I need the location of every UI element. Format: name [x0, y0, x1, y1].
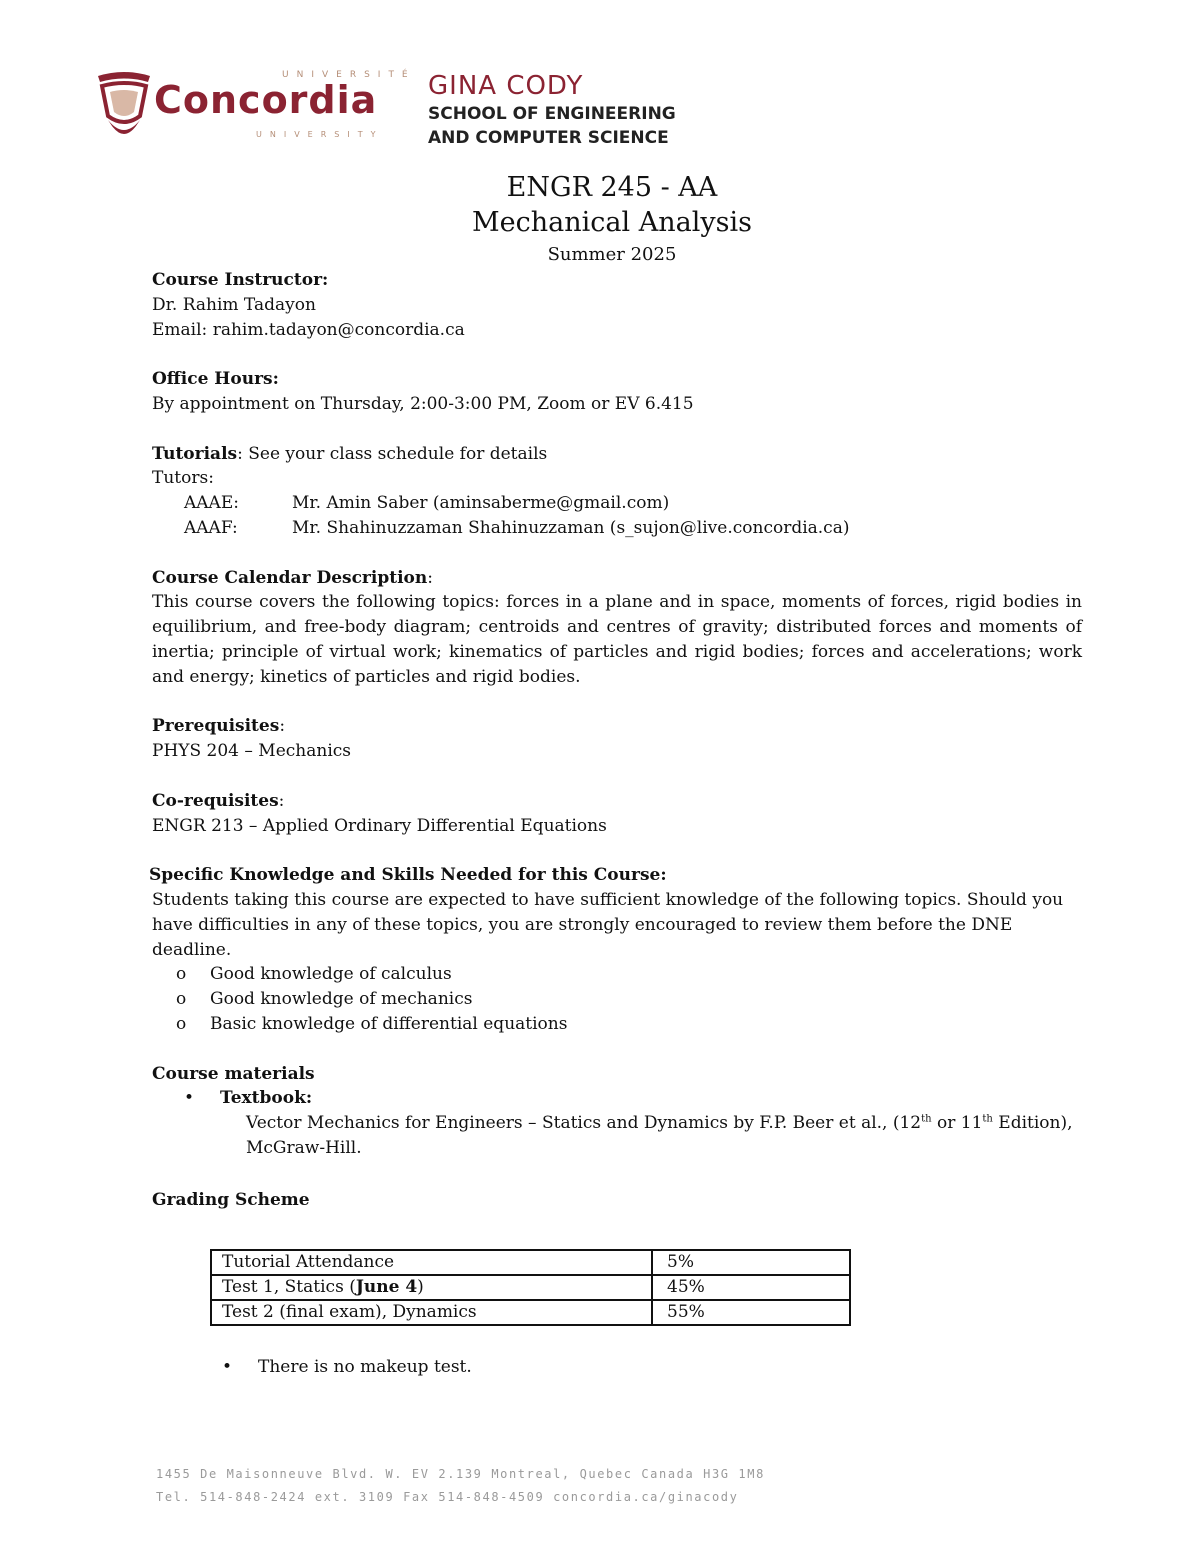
- table-row: [211, 1250, 850, 1275]
- textbook-label: Textbook:: [220, 1088, 313, 1109]
- logo-top-word: UNIVERSITÉ: [282, 70, 416, 80]
- textbook-sup: th: [982, 1113, 993, 1125]
- calendar-description: This course covers the following topics: forces in a plane and in space, moments of forces, rigid bodies in equilibrium, and free-body diagram; centroids and centres of gravity; distributed forces and moments of inertia; principle of virtual work; kinematics of particles and rigid bodies; forces and accelerations; work and energy; kinetics of particles and rigid bodies.: [152, 592, 1082, 687]
- grade-item-text: Test 2 (final exam), Dynamics: [222, 1302, 477, 1322]
- grade-item: [211, 1300, 652, 1325]
- prerequisites-colon: :: [279, 716, 286, 737]
- instructor-email-line: [152, 318, 1082, 343]
- logo-bottom-word: UNIVERSITY: [256, 130, 384, 139]
- course-term: Summer 2025: [547, 244, 677, 265]
- textbook-text: Vector Mechanics for Engineers – Statics and Dynamics by F.P. Beer et al., (12: [246, 1113, 922, 1134]
- concordia-logo: [96, 66, 416, 148]
- list-item-text: Basic knowledge of differential equations: [210, 1013, 568, 1034]
- skills-list: [152, 962, 1082, 1036]
- corequisites-heading-line: [152, 789, 1082, 814]
- list-marker: o: [176, 1013, 187, 1034]
- list-item-text: Good knowledge of mechanics: [210, 989, 473, 1010]
- grade-weight: 5%: [652, 1250, 850, 1275]
- grading-heading: Grading Scheme: [152, 1189, 310, 1210]
- table-row: [211, 1300, 850, 1325]
- prerequisites-heading: Prerequisites: [152, 716, 280, 737]
- tutor-section-code: AAAE:: [184, 493, 239, 514]
- instructor-email-link[interactable]: rahim.tadayon@concordia.ca: [212, 319, 465, 340]
- list-item: [152, 987, 1082, 1012]
- corequisites-text: ENGR 213 – Applied Ordinary Differential Equations: [152, 815, 607, 836]
- instructor-name: Dr. Rahim Tadayon: [152, 294, 316, 315]
- table-row: [211, 1275, 850, 1300]
- tutorials-heading: Tutorials: [152, 443, 238, 464]
- tutorials-text: : See your class schedule for details: [237, 443, 548, 464]
- calendar-heading-line: [152, 566, 1082, 591]
- footer-address: 1455 De Maisonneuve Blvd. W. EV 2.139 Montreal, Quebec Canada H3G 1M8: [156, 1467, 765, 1481]
- school-line2: SCHOOL OF ENGINEERING: [428, 104, 676, 124]
- calendar-colon: :: [427, 567, 433, 588]
- corequisites-colon: :: [278, 790, 285, 811]
- grade-item-text: Test 1, Statics (: [222, 1277, 356, 1297]
- grade-weight: 45%: [652, 1275, 850, 1300]
- textbook-publisher: McGraw-Hill.: [246, 1137, 362, 1158]
- grade-weight: 55%: [652, 1300, 850, 1325]
- prerequisites-heading-line: [152, 714, 1082, 739]
- course-name: Mechanical Analysis: [472, 207, 752, 238]
- office-hours-heading: Office Hours:: [152, 369, 279, 390]
- tutors-label: Tutors:: [152, 468, 214, 489]
- concordia-shield-icon: [96, 68, 152, 144]
- logo-brand-word: Concordia: [154, 78, 378, 122]
- grade-item: [211, 1250, 652, 1275]
- footer-contact: Tel. 514-848-2424 ext. 3109 Fax 514-848-4509 concordia.ca/ginacody: [156, 1490, 739, 1504]
- calendar-heading: Course Calendar Description: [152, 567, 428, 588]
- grade-item: [211, 1275, 652, 1300]
- textbook-item: [152, 1086, 1082, 1111]
- list-item: [152, 962, 1082, 987]
- makeup-note-text: There is no makeup test.: [258, 1357, 472, 1377]
- list-item-text: Good knowledge of calculus: [210, 964, 452, 985]
- school-line3: AND COMPUTER SCIENCE: [428, 128, 669, 148]
- grade-item-text: Tutorial Attendance: [222, 1252, 395, 1272]
- list-marker: o: [176, 964, 187, 985]
- makeup-note: [222, 1357, 472, 1377]
- tutor-name: Mr. Shahinuzzaman Shahinuzzaman (s_sujon@live.concordia.ca): [292, 517, 850, 538]
- list-item: [152, 1012, 1082, 1037]
- tutor-row: [152, 491, 1082, 516]
- instructor-heading: Course Instructor:: [152, 270, 329, 290]
- bullet-marker: •: [184, 1088, 195, 1109]
- corequisites-heading: Co-requisites: [152, 790, 279, 811]
- textbook-text: or 11: [931, 1113, 983, 1134]
- textbook-reference: [152, 1111, 1082, 1161]
- school-line1: GINA CODY: [428, 71, 584, 101]
- tutor-row: [152, 516, 1082, 541]
- list-marker: o: [176, 989, 187, 1010]
- grade-item-date: June 4: [355, 1277, 418, 1297]
- bullet-marker: •: [222, 1357, 233, 1377]
- textbook-text: Edition),: [992, 1113, 1073, 1134]
- course-code: ENGR 245 - AA: [506, 172, 718, 203]
- skills-text: Students taking this course are expected to have sufficient knowledge of the following topics. Should you have difficulties in any of these topics, you are strongly encouraged to review them before the DNE deadline.: [152, 889, 1064, 960]
- tutor-name: Mr. Amin Saber (aminsaberme@gmail.com): [292, 493, 670, 514]
- tutorials-line: [152, 442, 1082, 467]
- grading-table: [210, 1249, 851, 1326]
- school-name: [428, 70, 676, 150]
- office-hours-text: By appointment on Thursday, 2:00-3:00 PM, Zoom or EV 6.415: [152, 393, 694, 414]
- tutor-section-code: AAAF:: [184, 517, 238, 538]
- prerequisites-text: PHYS 204 – Mechanics: [152, 741, 351, 762]
- email-label: Email:: [152, 319, 208, 340]
- textbook-sup: th: [921, 1113, 932, 1125]
- skills-heading: Specific Knowledge and Skills Needed for this Course:: [149, 865, 667, 886]
- syllabus-body: [149, 268, 1082, 1212]
- grade-item-text: ): [417, 1277, 424, 1297]
- materials-heading: Course materials: [152, 1063, 315, 1084]
